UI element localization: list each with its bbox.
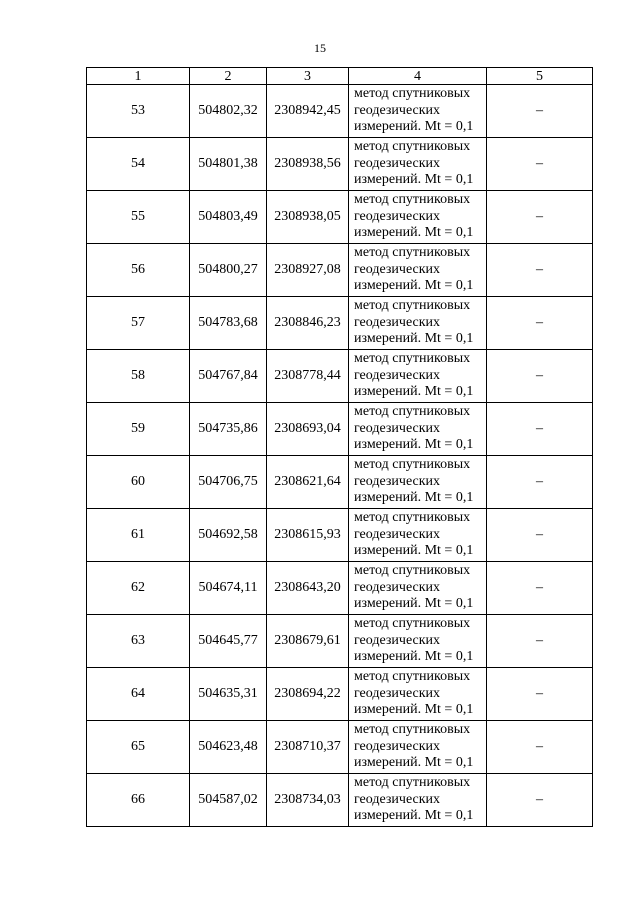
method-line: измерений. Mt = 0,1 [354,119,474,135]
method-line: метод спутниковых [354,139,471,155]
method-line: геодезических [354,208,441,224]
y-coordinate-cell: 2308710,37 [267,721,349,774]
table-row [87,297,593,350]
y-coordinate-cell: 2308679,61 [267,615,349,668]
method-cell [349,85,487,138]
method-line: метод спутниковых [354,563,471,579]
method-line: геодезических [354,314,441,330]
y-coordinate-cell: 2308778,44 [267,350,349,403]
x-coordinate-cell: 504783,68 [190,297,267,350]
method-line: измерений. Mt = 0,1 [354,649,474,665]
method-line: измерений. Mt = 0,1 [354,702,474,718]
table-row [87,615,593,668]
method-line: геодезических [354,579,441,595]
table-row [87,668,593,721]
y-coordinate-cell: 2308734,03 [267,774,349,827]
method-line: метод спутниковых [354,298,471,314]
note-cell: – [487,403,593,456]
table-body [87,85,593,827]
method-line: геодезических [354,420,441,436]
method-line: метод спутниковых [354,722,471,738]
y-coordinate-cell: 2308643,20 [267,562,349,615]
method-line: метод спутниковых [354,192,471,208]
method-line: геодезических [354,685,441,701]
method-line: геодезических [354,261,441,277]
note-cell: – [487,562,593,615]
x-coordinate-cell: 504623,48 [190,721,267,774]
method-cell [349,509,487,562]
table-row [87,562,593,615]
point-number-cell: 58 [87,350,190,403]
point-number-cell: 54 [87,138,190,191]
point-number-cell: 63 [87,615,190,668]
method-cell [349,244,487,297]
coordinates-table [86,67,593,827]
method-line: геодезических [354,526,441,542]
method-line: метод спутниковых [354,775,471,791]
note-cell: – [487,191,593,244]
x-coordinate-cell: 504801,38 [190,138,267,191]
method-line: метод спутниковых [354,86,471,102]
x-coordinate-cell: 504803,49 [190,191,267,244]
method-cell [349,138,487,191]
note-cell: – [487,297,593,350]
method-line: метод спутниковых [354,245,471,261]
method-line: измерений. Mt = 0,1 [354,490,474,506]
table-row [87,138,593,191]
note-cell: – [487,668,593,721]
note-cell: – [487,456,593,509]
note-cell: – [487,615,593,668]
method-line: измерений. Mt = 0,1 [354,543,474,559]
page-number: 15 [314,41,326,55]
y-coordinate-cell: 2308615,93 [267,509,349,562]
x-coordinate-cell: 504706,75 [190,456,267,509]
column-header-2: 2 [190,68,267,85]
note-cell: – [487,721,593,774]
x-coordinate-cell: 504674,11 [190,562,267,615]
y-coordinate-cell: 2308846,23 [267,297,349,350]
method-cell [349,721,487,774]
point-number-cell: 57 [87,297,190,350]
method-line: геодезических [354,473,441,489]
table-header-row [87,68,593,85]
method-line: измерений. Mt = 0,1 [354,755,474,771]
method-line: геодезических [354,632,441,648]
method-line: измерений. Mt = 0,1 [354,331,474,347]
x-coordinate-cell: 504645,77 [190,615,267,668]
point-number-cell: 65 [87,721,190,774]
column-header-4: 4 [349,68,487,85]
note-cell: – [487,85,593,138]
method-cell [349,774,487,827]
method-line: геодезических [354,102,441,118]
method-line: геодезических [354,738,441,754]
method-line: геодезических [354,791,441,807]
column-header-5: 5 [487,68,593,85]
point-number-cell: 56 [87,244,190,297]
method-line: измерений. Mt = 0,1 [354,596,474,612]
note-cell: – [487,350,593,403]
y-coordinate-cell: 2308942,45 [267,85,349,138]
method-line: метод спутниковых [354,669,471,685]
note-cell: – [487,244,593,297]
point-number-cell: 59 [87,403,190,456]
table-row [87,350,593,403]
x-coordinate-cell: 504802,32 [190,85,267,138]
note-cell: – [487,509,593,562]
x-coordinate-cell: 504735,86 [190,403,267,456]
method-cell [349,615,487,668]
table-row [87,509,593,562]
point-number-cell: 60 [87,456,190,509]
point-number-cell: 53 [87,85,190,138]
column-header-3: 3 [267,68,349,85]
method-line: метод спутниковых [354,510,471,526]
point-number-cell: 64 [87,668,190,721]
table-row [87,721,593,774]
note-cell: – [487,138,593,191]
point-number-cell: 66 [87,774,190,827]
x-coordinate-cell: 504692,58 [190,509,267,562]
method-line: измерений. Mt = 0,1 [354,225,474,241]
method-line: метод спутниковых [354,616,471,632]
method-line: метод спутниковых [354,404,471,420]
x-coordinate-cell: 504587,02 [190,774,267,827]
method-cell [349,668,487,721]
method-line: измерений. Mt = 0,1 [354,278,474,294]
note-cell: – [487,774,593,827]
y-coordinate-cell: 2308927,08 [267,244,349,297]
y-coordinate-cell: 2308621,64 [267,456,349,509]
table-row [87,456,593,509]
x-coordinate-cell: 504767,84 [190,350,267,403]
method-line: метод спутниковых [354,457,471,473]
table-row [87,774,593,827]
method-cell [349,350,487,403]
method-line: измерений. Mt = 0,1 [354,384,474,400]
method-line: измерений. Mt = 0,1 [354,437,474,453]
method-line: геодезических [354,367,441,383]
method-cell [349,297,487,350]
y-coordinate-cell: 2308938,56 [267,138,349,191]
y-coordinate-cell: 2308694,22 [267,668,349,721]
method-line: измерений. Mt = 0,1 [354,808,474,824]
table-row [87,85,593,138]
method-line: измерений. Mt = 0,1 [354,172,474,188]
method-cell [349,403,487,456]
point-number-cell: 62 [87,562,190,615]
method-cell [349,562,487,615]
table-row [87,403,593,456]
x-coordinate-cell: 504635,31 [190,668,267,721]
method-line: геодезических [354,155,441,171]
method-line: метод спутниковых [354,351,471,367]
column-header-1: 1 [87,68,190,85]
y-coordinate-cell: 2308938,05 [267,191,349,244]
y-coordinate-cell: 2308693,04 [267,403,349,456]
table-row [87,244,593,297]
point-number-cell: 55 [87,191,190,244]
table-row [87,191,593,244]
method-cell [349,456,487,509]
method-cell [349,191,487,244]
x-coordinate-cell: 504800,27 [190,244,267,297]
point-number-cell: 61 [87,509,190,562]
